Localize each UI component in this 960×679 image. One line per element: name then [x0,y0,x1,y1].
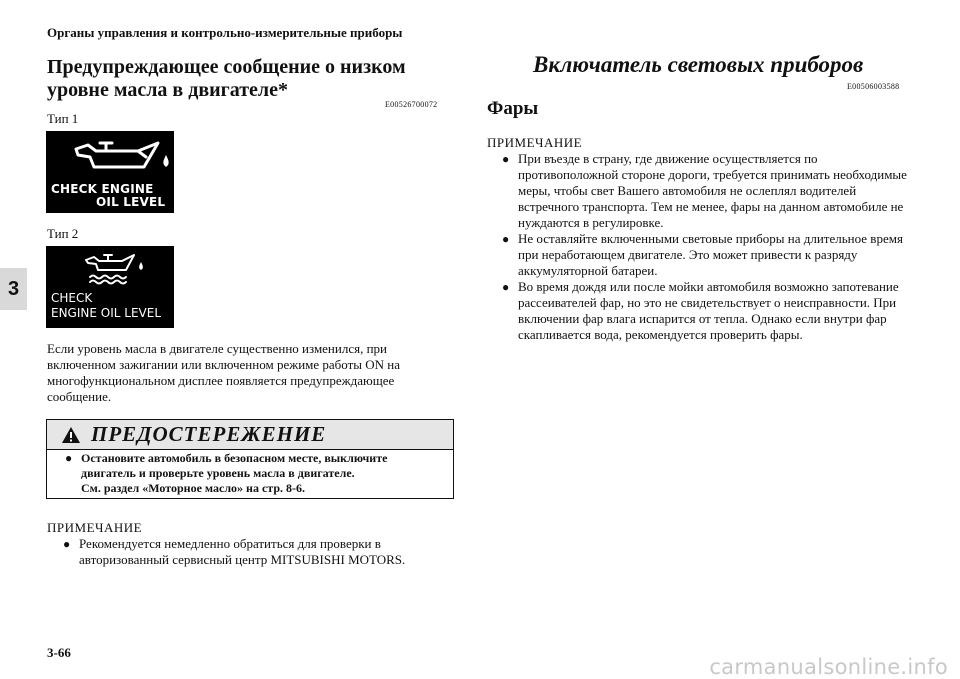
display-type2-line1: CHECK [51,291,93,305]
section-title-light-switch: Включатель световых приборов [533,52,864,77]
watermark: carmanualsonline.info [709,655,948,679]
list-item [63,536,457,568]
running-head: Органы управления и контрольно-измерительные приборы [47,25,403,40]
oil-level-icon [46,246,174,290]
warning-box [46,419,454,499]
bullet-icon: ● [502,152,510,166]
warning-title: ПРЕДОСТЕРЕЖЕНИЕ [91,422,327,446]
doc-code: E00506003588 [847,82,900,91]
note-right [487,135,907,343]
type1-label: Тип 1 [47,111,79,126]
oil-can-icon [46,131,174,181]
list-item [502,231,907,279]
list-item-text: Во время дождя или после мойки автомобиля возможно запотевание рассеивателей фар, но это не свидетельствует о неисправности. При включении фар влага испарится от тепла. Однако если внутри фар скапливается вода, рекомендуется проверить фары. [518,279,899,342]
doc-code: E00526700072 [385,100,438,109]
type2-label: Тип 2 [47,226,79,241]
display-type2 [46,246,174,328]
list-item-text: При въезде в страну, где движение осуществляется по противоположной стороне дороги, требуется принимать необходимые меры, чтобы свет Вашего автомобиля не ослеплял водителей встречного транспорта. Тем не менее, фары на данном автомобиле не нуждаются в регулировке. [518,151,907,230]
list-item [502,279,907,343]
display-type1-line2: OIL LEVEL [96,195,166,209]
subsection-headlights: Фары [487,98,539,119]
oil-warning-paragraph: Если уровень масла в двигателе существенно изменился, при включенном зажигании или включенном режиме работы ON на многофункциональном дисплее появляется предупреждающее сообщение. [47,341,401,404]
note-left [47,520,457,568]
bullet-icon: ● [502,280,510,294]
list-item [502,151,907,231]
warning-triangle-icon [61,426,81,444]
note-title: ПРИМЕЧАНИЕ [47,520,143,535]
warning-body [65,451,445,496]
display-type1 [46,131,174,213]
bullet-icon: ● [502,232,510,246]
bullet-icon: ● [63,537,71,551]
chapter-tab: 3 [0,268,27,310]
list-item-text: Рекомендуется немедленно обратиться для проверки в авторизованный сервисный центр MITSUBISHI MOTORS. [79,536,406,567]
note-title: ПРИМЕЧАНИЕ [487,135,583,150]
warning-header [47,420,453,450]
warning-line-1: Остановите автомобиль в безопасном месте, выключите [81,451,388,465]
warning-line-2: двигатель и проверьте уровень масла в двигателе. [81,466,355,480]
list-item-text: Не оставляйте включенными световые приборы на длительное время при неработающем двигателе. Это может привести к разряду аккумуляторной батареи. [518,231,903,278]
section-heading-low-oil: Предупреждающее сообщение о низком уровне масла в двигателе* [47,56,406,101]
bullet-icon: ● [65,451,73,465]
warning-line-3: См. раздел «Моторное масло» на стр. 8-6. [81,481,306,495]
display-type2-line2: ENGINE OIL LEVEL [51,306,161,320]
display-type1-line1: CHECK ENGINE [51,182,154,196]
page-number: 3-66 [47,645,71,660]
